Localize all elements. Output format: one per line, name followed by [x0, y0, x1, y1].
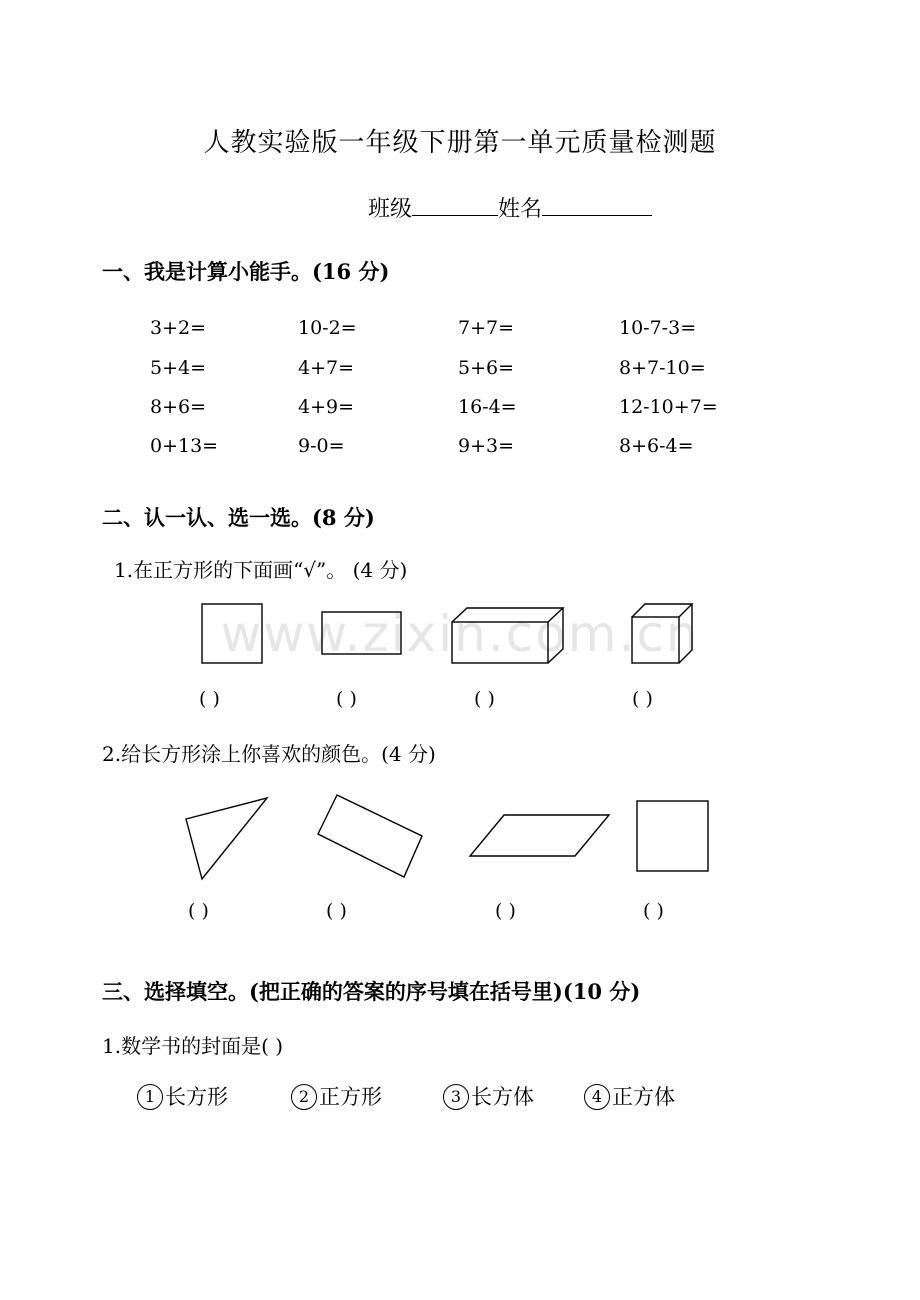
- option-number-circle: 4: [584, 1084, 610, 1110]
- equation-item: 9-0=: [298, 435, 345, 457]
- answer-paren-2[interactable]: ( ): [336, 688, 357, 710]
- answer-paren-4[interactable]: ( ): [632, 688, 653, 710]
- option-number-circle: 3: [443, 1084, 469, 1110]
- square-icon: [637, 801, 708, 871]
- equation-item: 8+6=: [150, 396, 207, 418]
- equation-item: 5+4=: [150, 357, 207, 379]
- answer-paren-6[interactable]: ( ): [326, 900, 347, 922]
- option-1[interactable]: [137, 1081, 228, 1111]
- section3-q1: 1.数学书的封面是( ): [102, 1034, 284, 1058]
- option-label: 长方体: [471, 1085, 534, 1109]
- equation-item: 4+9=: [298, 396, 355, 418]
- option-label: 正方体: [612, 1085, 675, 1109]
- equation-item: 5+6=: [458, 357, 515, 379]
- option-number-circle: 2: [291, 1084, 317, 1110]
- parallelogram-icon: [470, 815, 609, 856]
- equation-item: 4+7=: [298, 357, 355, 379]
- equation-item: 10-2=: [298, 317, 357, 339]
- square-icon: [202, 604, 262, 663]
- equation-item: 9+3=: [458, 435, 515, 457]
- option-label: 长方形: [165, 1085, 228, 1109]
- answer-paren-8[interactable]: ( ): [643, 900, 664, 922]
- page-title: 人教实验版一年级下册第一单元质量检测题: [203, 128, 717, 158]
- cuboid-icon: [452, 608, 563, 663]
- equation-item: 0+13=: [150, 435, 219, 457]
- section3-heading: 三、选择填空。(把正确的答案的序号填在括号里)(10 分): [102, 979, 641, 1004]
- equation-item: 8+6-4=: [619, 435, 694, 457]
- equation-item: 7+7=: [458, 317, 515, 339]
- name-label: 姓名: [498, 197, 543, 222]
- option-4[interactable]: [584, 1081, 675, 1111]
- equation-item: 12-10+7=: [619, 396, 718, 418]
- equation-item: 16-4=: [458, 396, 517, 418]
- option-label: 正方形: [319, 1085, 382, 1109]
- answer-paren-5[interactable]: ( ): [188, 900, 209, 922]
- rectangle-icon: [322, 612, 401, 654]
- answer-paren-7[interactable]: ( ): [495, 900, 516, 922]
- equation-item: 8+7-10=: [619, 357, 706, 379]
- tilted-rectangle-icon: [318, 795, 422, 877]
- section2-heading: 二、认一认、选一选。(8 分): [102, 505, 375, 530]
- section2-q1: 1.在正方形的下面画“√”。 (4 分): [114, 558, 408, 582]
- answer-paren-3[interactable]: ( ): [474, 688, 495, 710]
- answer-paren-1[interactable]: ( ): [199, 688, 220, 710]
- option-3[interactable]: [443, 1081, 534, 1111]
- class-label: 班级: [368, 197, 413, 222]
- section2-q2: 2.给长方形涂上你喜欢的颜色。(4 分): [102, 742, 436, 766]
- section1-heading: 一、我是计算小能手。(16 分): [102, 259, 390, 284]
- triangle-icon: [186, 798, 267, 879]
- equation-item: 10-7-3=: [619, 317, 697, 339]
- cube-icon: [632, 604, 692, 663]
- watermark: www.zixin.com.cn: [220, 605, 700, 663]
- equation-item: 3+2=: [150, 317, 207, 339]
- option-2[interactable]: [291, 1081, 382, 1111]
- option-number-circle: 1: [137, 1084, 163, 1110]
